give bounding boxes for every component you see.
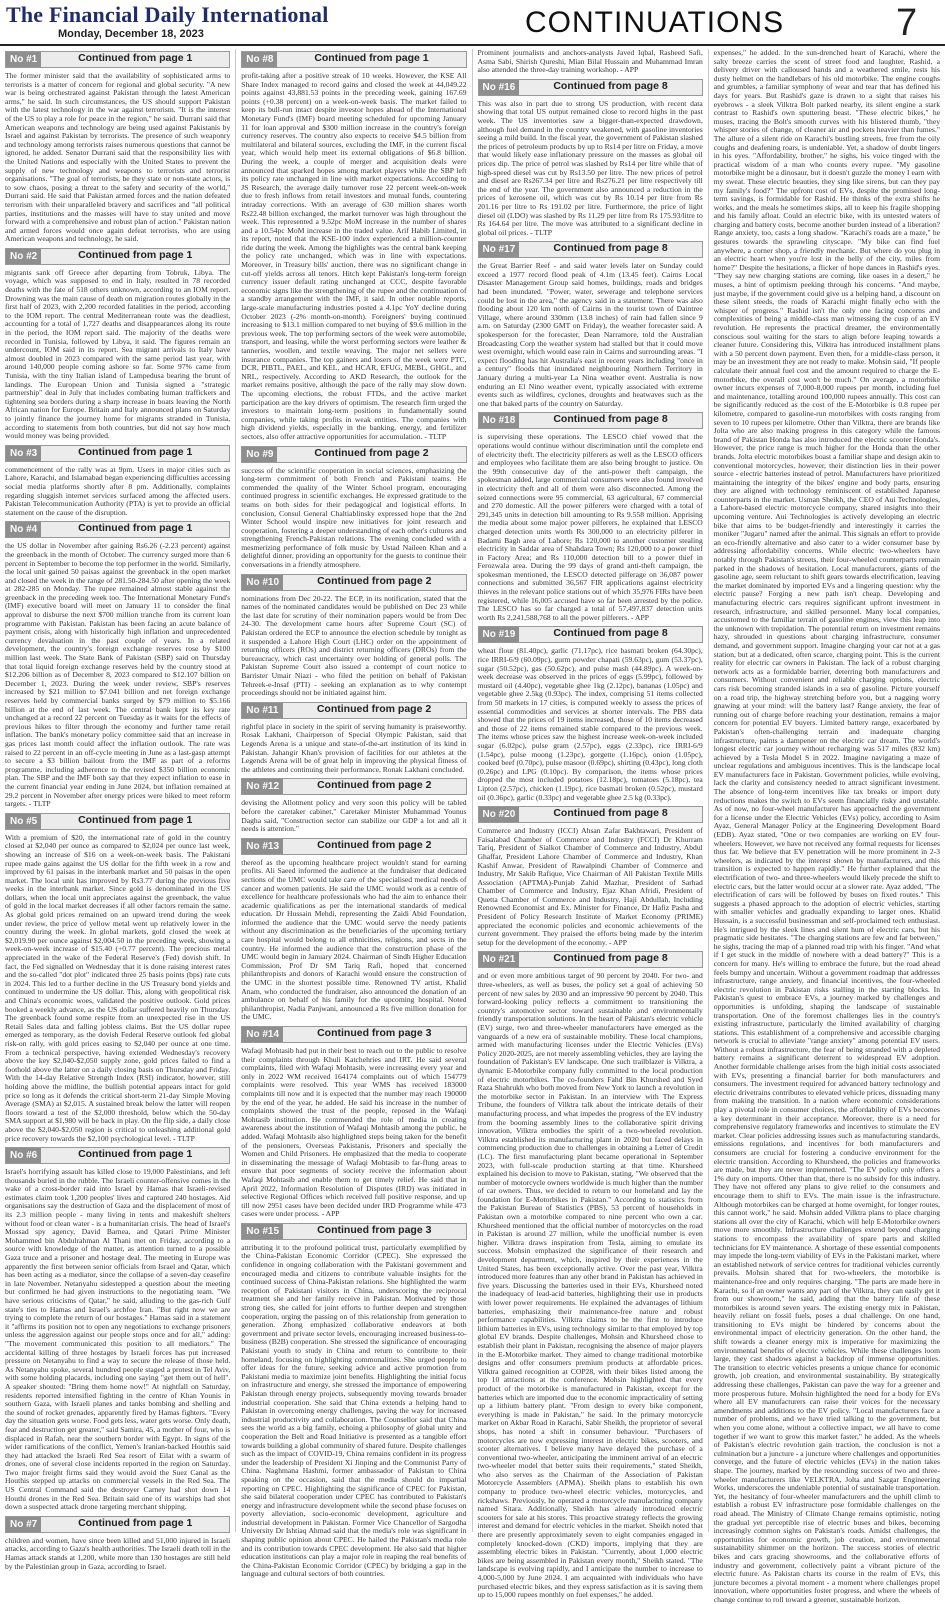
article-header (478, 806, 703, 823)
article (478, 806, 703, 947)
article-continued-label: Continued from page 2 (283, 839, 465, 854)
masthead-rule (0, 44, 945, 46)
article-intro-text: Prominent journalists and anchors-analysts Javed Iqbal, Rasheed Safi, Asma Sabi, Shirish Qureshi, Mian Bilal Hussain and Muhammad Imran also attended the three-day training workshop. - APP (477, 48, 703, 75)
article-body: the Great Barrier Reef - and said water levels later on Sunday could exceed a 1977 record flood peak of 4.1m (13.45 feet). Cairns Local Disaster Management Group said homes, buildings, roads and bridges had been inundated. "Power, water, sewerage and telephone services could be lost in the area," the agency said in a statement. There was also flooding about 120 km north of Cairns in the tourist town of Daintree Village, where around 330mm (13.8 inches) of rain had fallen since 9 a.m. on Saturday (2300 GMT on Friday), the weather forecaster said. A spokesperson for the forecaster, Dean Narramore, told the Australian Broadcasting Corp the weather system had stalled but that it could move west overnight, which would ease rain in Cairns and surrounding areas. "I expect flooding has hit Australia's east in recent years including "once in a century" floods that inundated neighbouring Northern Territory in January during a multi-year La Nina weather event. Australia is now enduring an El Nino weather event, typically associated with extreme events such as wildfires, cyclones, droughts and heatwaves such as the one that baked parts of the country on Saturday. (477, 261, 703, 408)
article-number: No #14 (242, 1027, 283, 1042)
article-body: nominations from Dec 20-22. The ECP, in its notification, stated that the names of the nominated candidates would be published on Dec 23 while the last date for scrutiny of their nomination papers would be from Dec 24-30. The development came hours after Supreme Court (SC) of Pakistan ordered the ECP to announce the election schedule by tonight as it suspended a Lahore High Court (LHC) order on the appointment of returning officers (ROs) and district returning officers (DROs) from the bureaucracy, which cast uncertainty over holding of general polls. The Pakistan Supreme Court also issued a contempt of court notice to Barrister Umair Niazi - who filed the petition on behalf of Pakistan Tehreek-e-Insaf (PTI) - seeking an explanation as to why contempt proceedings should not be initiated against him. (241, 593, 467, 698)
article-number: No #10 (242, 575, 283, 590)
article-body: expenses," he added. In the sun-drenched heart of Karachi, where the salty breeze carries the scent of street food and laughter, Rashid, a delivery driver with calloused hands and a weathered smile, rests his dusty helmet on the handlebars of his old motorbike. The engine coughs and grumbles, a familiar symphony of wear and tear that has defined his days for years. But Rashid's gaze is drawn to a sight that raises his eyebrows - a sleek Vilktra Bolt parked nearby, its silent engine a stark contrast to Rashid's own sputtering beast. "These electric bikes," he muses, tracing the Bolt's smooth curves with his blistered thumb, "they whisper stories of change, of cleaner air and pockets heavier than fumes." The allure of a silent ride on Karachi's bustling streets, free from the oily coughs and deafening roars, is undeniable. Yet, a shadow of doubt lingers in his eyes. "Affordability, brother," he sighs, his voice tinged with the practical wisdom of a man who counts every rupee. "My gasoline motorbike might be a dinosaur, but it doesn't guzzle the money I earn with my sweat. These electric beauties, they sing like sirens, but can they pay my family's food?" The upfront cost of EVs, despite the promised long-term savings, is formidable for Rashid. He thinks of the extra shifts he works, and the meals he sometimes skips, all to keep his fragile shopping and his family afloat. Could an electric bike, with its untested waters of charging and battery costs, become another burden instead of a liberation? Range anxiety, too, casts a long shadow. "Karachi's roads are a maze," he gestures towards the sprawling cityscape. "My bike can find fuel anywhere, a corner shop, a friendly mechanic. But where do you plug in an electric heart when you're lost in the belly of the city, miles from home?" Despite the hesitations, a flicker of hope dances in Rashid's eyes. "They say new charging stations are coming, like oases in a desert," he muses, a hint of optimism peeking through his concerns. "And maybe, just maybe, if the government could give us a helping hand, a discount on these silent steeds, the roads of Karachi might finally echo with the whisper of progress." Rashid isn't the only one facing concerns and complexities of being a middle-class man witnessing the cusp of an EV revolution. He represents the practical dreamer, the environmentally conscious soul waiting for the stars to align before leaping towards a cleaner future. Considering this, Vilktra has introduced installment plans with a 50 percent down payment. Even then, for a middle-class person, it may be an investment they are not ready to make. Mohsin said, "If people calculate their annual fuel cost and the amount required to charge the E-motorbike, the overall cost won't be much." On average, a motorbike owner incurs expenses of 7,000-8,000 rupees per month, including fuel and maintenance, totalling around 100,000 rupees annually. This cost can be significantly reduced as the cost of the E-Motorbike is 0.8 rupee per kilometre, compared to gasoline-run motorbikes with costs ranging from seven to 10 rupees per kilometre. Other than Vilktra, there are brands like Jolta who are also making progress in this category while the famous brand of Pakistan Honda has also introduced the electric scooter Honda's. However, the price range is much higher for the Honda than the other brands. Jolta electric motorbikes boast a familiar shape and design akin to conventional motorcycles, however, their distinction lies in their power source - electric batteries instead of petrol. Manufacturers have prioritized maintaining the integrity of the bikes' engine and body parts, ensuring they are aligned with technology reminiscent of established Japanese counterparts in the market. Usman Sheikh, the CEO of Aui Technologies, a Lahore-based electric motorcycle company, shared insights into their upcoming venture. Aui Technologies is actively developing an electric bike that aims to be budget-friendly and interestingly it carries the moniker "Jugaru" named after the animal. This signals an effort to provide an eco-friendly alternative and also cater to a wider consumer base by addressing affordability concerns. While electric two-wheelers have notably through Pakistan's streets, their four-wheeled counterparts remain parked in the shadows of hesitation. Local manufacturers, giants of the gasoline age, seem reluctant to shift gears towards electrification, leaving the market dominated by imported EVs and a lingering question: why the electric pause? Forging a new path isn't cheap. Developing and manufacturing electric cars requires significant upfront investment in research, infrastructure, and skilled personnel. Many local companies, accustomed to the familiar terrain of gasoline engines, view this leap into the unknown with trepidation. The potential return on investment remains hazy, shrouded in questions about charging infrastructure, consumer demand, and government support. Imagine charging your car not at a gas station, but at a dedicated, often scarce, charging point. This is the current reality for electric car owners in Pakistan. The lack of a robust charging network acts as a formidable barrier, deterring both manufacturers and consumers. Without convenient and reliable charging options, electric cars risk becoming stranded islands in a sea of gasoline. Picture yourself on a road trip, the highway stretching before you, but a nagging worry gnawing at your mind: will the battery last? Range anxiety, the fear of running out of charge before reaching your destination, remains a major concern for potential EV buyers. Limited battery range, exacerbated by Pakistan's often-challenging terrain and inadequate charging infrastructure, paints a dampener on the electric car dream. The world's longest electric car journey without recharging was 517 miles (832 km) achieved by a Tesla Model S in 2022. Imagine navigating a maze of unclear regulations and ambiguous incentives. This is the landscape local EV manufacturers face in Pakistan. Government policies, while evolving, lack the clarity and consistency needed to attract significant investment. The absence of long-term incentives like tax breaks or import duty reductions makes the switch to EVs seem financially risky and unstable. As of now, no four-wheel manufacturer has approached the government for a license under the Electric Vehicles (EVs) policy, according to Asim Ayaz, General Manager Policy at the Engineering Development Board (EDB). Ayaz stated, "One or two companies are working on EV four-wheelers. However, we have not received any formal requests for licenses thus far. We believe that EV penetration will be more prominent in 2-3 wheelers, as indicated by the interest shown by manufacturers, and this transition is expected to happen rapidly." He further explained that the electrification of two- and three-wheelers would likely precede the shift to electric cars, but the latter would occur at a slower rate. Ayaz added, "The electrification of cars will be followed by buses on fixed routes." This suggests a phased approach to the adoption of electric vehicles, starting with smaller vehicles and gradually expanding to larger ones. Khalid Hussain, is a successful businessman and self-proclaimed tech enthusiast. He's intrigued by the sleek lines and silent hum of electric cars, but his pragmatic side hesitates. "The charging stations are few and far between," he sighs, tracing the map of a planned road trip with his finger. "And what if I get stuck in the middle of nowhere with a dead battery?" This is a concern for many. He's willing to embrace the future, but the road ahead feels bumpy and uncertain. Without a government roadmap that addresses infrastructure, range anxiety, and financial incentives, the four-wheeled electric revolution in Pakistan risks stalling in the starting blocks. In Pakistan's quest to embrace EVs, a journey marked by challenges and opportunities is unfolding, shaping the landscape of sustainable transportation. One of the foremost challenges lies in the country's existing infrastructure, particularly the limited availability of charging stations. This establishment of a comprehensive and accessible charging network is crucial to alleviate "range anxiety" among potential EV users. Without a robust infrastructure, the fear of being stranded with a depleted battery remains a significant deterrent to widespread EV adoption. Another formidable challenge arises from the high initial costs associated with EVs, presenting a financial barrier for both manufacturers and consumers. The investment required for advanced battery technology and electric drivetrains contributes to elevated vehicle prices, dissuading many from making the transition. In a nation where economic considerations play a pivotal role in consumer choices, the affordability of EVs becomes a key determinant in their acceptance. Moreover, there is a need for comprehensive regulatory frameworks and incentives to stimulate the EV market. Clear policies addressing issues such as manufacturing standards, emissions regulations, and incentives for both manufacturers and consumers are crucial for fostering a conducive environment for the electric transition. According to Khursheed, the policies and frameworks are made, but they are never implemented. "The EV policy only offers a 1% duty on imports. Other than that, there is no subsidy for this industry. They have not offered any plans to give relief to the consumers and encourage them to shift to EVs. The main issue is the infrastructure. Although motorbikes can be charged at home overnight, for longer routes, this cannot work," he said. Mohsin added Vilktra plans to place charging stations all over the city of Karachi, which will help E-Motorbike owners move more smoothly. Infrastructure challenges extend beyond charging stations to encompass the availability of spare parts and skilled technicians for EV maintenance. A shortage of these essential components may impede the long-term viability of EVs in the Pakistani market, where an established network of service centres for traditional vehicles currently prevails. Mohsin shared that for two-wheelers, the motorbike is maintenance-free and only requires charging. "The parts are made here in Karachi, so if an owner wants any part of the Vilktra, they can easily get it from our showroom," he said, adding that the battery life of these motorbikes is around seven years. The existing energy mix in Pakistan, heavily reliant on fossil fuels, poses a dual challenge. On one hand, transitioning to EVs might be hindered by concerns about the environmental impact of electricity generation. On the other hand, the shift towards a cleaner energy mix is imperative for maximizing the environmental benefits of electric vehicles. While these challenges loom large, they cast shadows against a backdrop of immense opportunities. The transition to electric vehicles presents a unique chance for economic growth, job creation, and environmental sustainability. By strategically addressing these challenges, Pakistan can pave the way for a greener and more prosperous future. Mohsin highlighted the need for a body for EVs where all EV manufacturers can raise their voices for the necessary amendments and additions to the EV policy. "Local manufacturers face a number of problems, and we have tried talking to the government, but when you come alone, without a collective impact, we all have to come together if we want to grow this market faster," he added. As the wheels of Pakistan's electric revolution gain traction, the conclusion is not a culmination but a juncture - a juncture where challenges and opportunities converge, and the future of electric vehicles (EVs) in the nation takes shape. The journey, marked by the resounding success of two and three-wheeler manufacturers like VELKTRA, Jolta and Sazgar Engineering Works, underscores the undeniable potential of sustainable transportation. Yet, the hesitancy of four-wheeler manufacturers and the uphill climb to establish a robust EV infrastructure pose formidable challenges on the road ahead. The Ministry of Climate Change remains optimistic, noting the gradual yet perceptible rise of electric buses and bikes, becoming increasingly common sights on Pakistan's roads. Amidst challenges, the opportunities for economic growth, job creation, and environmental sustainability shimmer on the horizon. The success stories of electric bikes and cars gracing showrooms, and the collaborative efforts of industry and government, collectively paint a vibrant picture of the electric future. As Pakistan charts its course in the realm of EVs, this juncture becomes a pivotal moment - a moment where challenges propel innovation, where opportunities foster progress, and where the wheels of change continue to roll toward a greener, sustainable horizon. (713, 48, 941, 1604)
article-number: No #21 (479, 952, 520, 967)
article-continued-label: Continued from page 2 (283, 575, 465, 590)
article (478, 241, 703, 408)
article-body: Wafaqi Mohtasib had put in their best to reach out to the public to resolve their complaints through Khuli Katchehries and IRT. He said several complaints, filed with Wafaqi Mohtasib, were increasing every year and only in 2022 WM received 164174 complaints out of which 154779 complaints were resolved. This year WMS has received 183000 complaints till now and it is expected that the number may reach 190000 by the end of the year, he added. He said his increase in the number of complaints showed the trust of the people, reposed in the Wafaqi Mohtasib institution. He commended the role of media in creating awareness about the institution of Wafaqi Mohtasib among the public, he added. Wafaqi Mohtasib also highlighted steps being taken for the benefit of the pensioners, Overseas Pakistanis, Prisoners and specially the Women and Child Prisoners. He emphasized that the media to cooperate in disseminating the message of Wafaqi Mohtasib to far-flung areas to ensure that poor segments of society receive the information about Wafaqi Mohtasib and enable them to get timely relief. He said that in April 2022, Information Resolution of Disputes (IRD) was initiated in selective Regional Offices which received full positive response, and up till now 2951 cases have been decided under IRD Programme while 473 cases were under process. - APP (241, 1046, 467, 1219)
article-continued-label: Continued from page 8 (519, 413, 701, 428)
article-continued-label: Continued from page 1 (41, 1148, 229, 1163)
article-number: No #7 (6, 1517, 41, 1532)
article (241, 778, 466, 833)
article-header (5, 1516, 230, 1533)
article (478, 412, 703, 622)
article-header (478, 951, 703, 968)
article-number: No #3 (6, 446, 41, 461)
article-header (241, 838, 466, 855)
article-number: No #17 (479, 242, 520, 257)
section-title: CONTINUATIONS (525, 6, 785, 39)
article-body: This was also in part due to strong US production, with recent data showing that total US output remained close to record highs in the past week. The US inventories saw a bigger-than-expected drawdown, although fuel demand in the country weakened, with gasoline inventories seeing a mild build. In the fiscal year, the government of Pakistan slashed the prices of petroleum products by up to Rs14 per litre on Friday, a move that would likely ease inflationary pressure on the masses as global oil prices dip. The price of petrol was slashed by Rs14 per litre while that of high-speed diesel was cut by Rs13.50 per litre. The new prices of petrol and diesel are Rs267.34 per litre and Rs276.21 per litre respectively till the end of the year. The government also announced a reduction in the prices of kerosene oil, which was cut by Rs 10.14 per litre from Rs 201.16 per litre to Rs 191.02 per litre. Furthermore, the price of light diesel oil (LDO) was slashed by Rs 11.29 per litre from Rs 175.93/litre to Rs 164.64 per litre. The move was attributed to a significant decline in global oil prices. - TLTP (477, 98, 703, 237)
article-number: No #6 (6, 1148, 41, 1163)
article-number: No #12 (242, 779, 283, 794)
article-body: attributing it to the profound political trust, particularly exemplified by the China-Pakistan Economic Corridor (CPEC). She expressed the confidence in ongoing collaboration with the Pakistani government and encouraged media and citizens to contribute valuable insights for the continued success of China-Pakistan relations. She highlighted the warm reception of Pakistani visitors in China, underscoring the reciprocal treatment she and her family receive in Pakistan. Motivated by those strong ties, she called for joint efforts to further deepen and strengthen cooperation, urging the passing on of this relationship from generation to generation. Zhong emphasized collaborative endeavors at both government and private sector levels, encouraging increased business-to-business (B2B) cooperation. She stressed the significance of encouraging Pakistani youth to study in China and return to contribute to their homeland, focusing on highlighting commonalities. She urged people to offer ideas for the future, seeking advice and active promotion from Pakistani media to maximize joint benefits. Highlighting the initial focus on infrastructure and energy, she stressed the importance of empowering Pakistan through energy projects, subsequently moving towards broader industrial cooperation. She said that China extends a helping hand to Pakistan in overcoming energy challenges, paving the way for increased industrial productivity and collaboration. The Counsellor said that China sees the world as a big family, echoing a philosophy of global unity and cooperation the Belt and Road Initiative is presented as a tangible effort towards building a global community of shared future. Despite challenges such as the impact of COVID-19, China remains confident in its progress under the leadership of President Xi Jinping and the Communist Party of China. Naghmana Hashmi, former ambassador of Pakistan to China speaking on the occasion, said that the media should do impartial reporting on CPEC. Highlighting the significance of CPEC for Pakistan, she said bilateral cooperation under CPEC has contributed to Pakistan's energy and infrastructure development while the second phase focuses on poverty alleviation, socio-economic development, agriculture and industrial development in Pakistan. Former Vice Chancellor of Sargodha University Dr Ishtiaq Ahmad said that the media's role was significant in shaping public opinion about CPEC. He hailed the Pakistan's media role and its contribution towards CPEC development. He also said that higher education institutions can play a major role in reaping the real benefits of the China-Pakistan Economic Corridor (CPEC) by bridging a gap in the language and cultural sectors of both countries. (241, 1242, 467, 1579)
masthead (0, 0, 945, 46)
column-3 (473, 48, 709, 1600)
article-body: wheat flour (81.40pc), garlic (71.17pc), rice basmati broken (64.30pc), rice IRRI-6/9 (60.09pc), gurm powder chapati (59.63pc), gum (53.37pc), sugar (50.52pc), gas (50.62pc), and pulse mash (44.89pc). A week-on-week decrease was observed in the prices of eggs (5.99pc), followed by mustard oil (4.40pc), vegetable ghee 1kg (2.12pc), bananas (1.05pc) and vegetable ghee 2.5kg (0.93pc). The index, comprising 51 items collected from 50 markets in 17 cities, is computed weekly to assess the prices of essential commodities and services at shorter intervals. The PBS data showed that the prices of 19 items increased, those of 10 items decreased and those of 22 items remained stable compared to the previous week. The items whose prices saw the highest increase week-on-week included sugar (6.02pc), pulse gram (2.57pc), eggs (2.33pc), rice IRRI-6/9 (1.54pc), pulse moong (1.23pc), gorgette (1.16pc), onion (1.05pc), cooked beef (0.70pc), pulse masoor (0.69pc), shirting (0.43pc), long cloth (0.26pc) and LPG (0.10pc). By comparison, the items whose prices dropped the most included potatoes (12.18pc), tomatoes (5.18pc), tea Lipton (2.57pc), chicken (1.19pc), rice basmati broken (0.52pc), mustard oil (0.36pc), garlic (0.33pc) and vegetable ghee 2.5 kg (0.33pc). (477, 646, 703, 802)
article-number: No #9 (242, 447, 277, 462)
article-number: No #19 (479, 627, 520, 642)
article-continued-label: Continued from page 3 (283, 1224, 465, 1239)
article-continued-label: Continued from page 1 (41, 249, 229, 264)
article-header (478, 626, 703, 643)
article-header (5, 445, 230, 462)
article-body: commencement of the rally was at 9pm. Users in major cities such as Lahore, Karachi, and Islamabad began experiencing difficulties accessing social media platforms shortly after 8 pm. Additionally, complaints regarding sluggish internet services surfaced among the affected users. Pakistan Telecommunication Authority (PTA) is yet to provide an official statement on the cause of the disruption. (5, 464, 231, 517)
article-body: thereof as the upcoming healthcare project wouldn't stand for earning profits. Ali Saeed informed the audience at the fundraiser that dedicated sections of the UMC would take care of the specialised medical needs of cancer and women patients. He said the UMC would work as a centre of excellence for healthcare professionals who had the aim to enhance their academic qualifications as per the international standards of medical education. Dr Hussain Mehdi, representing the Zaidi Abid Foundation, informed the audience that the UMC would serve the needy patients without any discrimination as the beneficiaries of the upcoming tertiary care hospital would belong to all ethnicities, religions, and sects in the country. He informed the audience that the construction phase of the UMC would begin in January 2024. Chairman of Sindh Higher Education Commission, Prof Dr SM Tariq Rafi, hoped that concerned philanthropists and donors of Karachi would ensure the construction of the UMC in the shortest possible time. Renowned TV artist, Khalid Anam, who conducted the fundraiser, also announced the donation of an ambulance on behalf of his family for the upcoming hospital. Noted philanthropist, Nadia Panjwani, announced a Rs five million donation for the UMC. (241, 857, 467, 1022)
article-continued-label: Continued from page 1 (41, 814, 229, 829)
article-body: success of the scientific cooperation in social sciences, emphasizing the long-term commitment of both French and Pakistani teams. He commended the quality of the Winter School program, encouraging continued progress in scientific exchanges. He expressed gratitude to the teams on both sides for their pedagogical and logistical efforts. In conclusion, Consul General Chaltiablinsky expressed hope that the 2nd Winter School would inspire new initiatives for joint research and cooperation, fostering a deeper understanding of each other's cultures and strengthening French-Pakistan relations. The evening concluded with a mesmerizing performance of folk music by Ustad Naileen Khan and a delightful dinner, providing an opportunity for the guests to continue their conversations in a friendly atmosphere. (241, 465, 467, 570)
article (241, 1223, 466, 1579)
article (5, 1147, 230, 1512)
article-continued-label: Continued from page 2 (283, 703, 466, 718)
article-header (5, 1147, 230, 1164)
article-header (478, 79, 703, 96)
article-continued-label: Continued from page 1 (41, 52, 229, 67)
article (241, 51, 466, 442)
article-header (5, 813, 230, 830)
columns-container (0, 48, 945, 1604)
article-header (241, 1223, 466, 1240)
article-continued-label: Continued from page 8 (519, 807, 701, 822)
article-continued-label: Continued from page 1 (41, 1517, 229, 1532)
article (5, 248, 230, 441)
article (241, 446, 466, 570)
article (241, 574, 466, 698)
article-continued-label: Continued from page 1 (41, 446, 229, 461)
article (714, 49, 940, 1604)
article-body: Israel's horrifying assault has killed close to 19,000 Palestinians, and left thousands buried in the rubble. The Israeli counter-offensive comes in the wake of a cross-border raid into Israel by Hamas that Israeli-revised estimates claim took 1,200 peoples' lives and captured 240 hostages. Aid organisations say the destruction of Gaza and the displacement of most of its 2.3 million people - many living in tents and makeshift shelters without food or clean water - is a humanitarian crisis. The head of Israel's Mossad spy agency, David Barnea, and Qatari Prime Minister Mohammed bin Abdulrahman Al Thani met on Friday, according to a source with knowledge of the matter, as attention turned to a possible Gaza truce and a prisoner and hostage deal. The meeting in Europe was apparently the first between senior officials from Israel and Qatar, which has been acting as a mediator, since the collapse of a seven-day ceasefire in late November. Netanyahu sidestepped a question about the meeting but confirmed he had given instructions to the negotiating team. "We have serious criticisms of Qatar," he said, alluding to the gas-rich Gulf state's ties to Hamas and Israel's archfoe Iran. "But right now we are trying to complete the return of our hostages." Hamas said in a statement it "affirms its position not to open any negotiations to exchange prisoners unless the aggression against our people stops once and for all," adding: "The movement communicated this position to all mediators." The accidental killing of three hostages by Israeli forces has put increased pressure on Netanyahu to find a way to secure the release of those held. As Netanyahu spoke, several hundred people staged a protest in Tel Aviv, with some holding placards, including one saying "get them out of hell". A speaker shouted: "Bring them home now!" At nightfall on Saturday, residents reported intensified fighting in the centre of Khan Younis in southern Gaza, with Israeli planes and tanks bombing and shelling and the sound of rocket grenades, apparently fired by Hamas fighters. "Every day the situation gets worse. Food gets less, water gets worse. Only death, fear and destruction get greater," said Samira, 45, a mother of four, who is displaced in Rafah, near the southern border with Egypt. In signs of the wider ramifications of the conflict, Yemen's Iranian-backed Houthis said they had attacked the Israeli Red Sea resort of Eilat with a swarm of drones, one of several close incidents reported in the region on Saturday. Two major freight firms said they would avoid the Suez Canal as the Houthis stepped up attacks on commercial vessels in the Red Sea. The US Central Command said the destroyer Carney had shot down 14 Houthi drones in the Red Sea. Britain said one of its warships had shot down a suspected attack drone targeting merchant shipping. (5, 1167, 231, 1512)
article-header (241, 51, 466, 68)
article-body: rightful place in society in the spirit of serving humanity is praiseworthy. Rosak Lakhani, Chairperson of Special Olympic Pakistan, said that Legends Arena is a unique and state-of-the-art institution of its kind in Pakistan. Jahangir Khan's provision of facilities for our athletes at the Legends Arena will be of great help in improving the physical fitness of the athletes and continuing their performance, Ronak Lakhani concluded. (241, 721, 467, 774)
article-header (241, 702, 466, 719)
article-body: devising the Allotment policy and very soon this policy will be tabled before the caretaker cabinet," Caretaker Minister Muhammad Younus Dagha said, "Construction sector can stabilize our GDP a lot and all it needs is attention." (241, 798, 467, 834)
article (241, 1026, 466, 1219)
article-continued-label: Continued from page 2 (277, 447, 465, 462)
article (478, 951, 703, 1599)
article-continued-label: Continued from page 8 (519, 627, 701, 642)
article-header (5, 248, 230, 265)
article-body: With a premium of $20, the international rate of gold in the country closed at $2,040 per ounce as compared to $2,024 per ounce last week, showing an increase of $16 on a week-on-week basis. The Pakistani rupee made gains against the US dollar for the fifth week in a row and improved by 61 paisas in the interbank market and 50 paisas in the open market. The local unit has improved by Rs3.77 during the previous five weeks in the interbank market. Since gold is denominated in the US dollars, when the local unit appreciates against the greenback, the value of gold in the local market decreases if all other factors remain the same. As global gold prices remained on an upward trend during the week under review, the price of yellow metal went up relatively lower in the country during the week. In global markets, gold closed the week at $2,019.90 per ounce against $2,004.50 in the preceding week, showing a week-on-week increase of $15.40 (+0.77 percent). The precious metal appreciated in the wake of the Federal Reserve's (Fed) dovish shift. In fact, the Fed signalled on Wednesday that it is done raising interest rates and the so-called "dot plot" indicated three 25 basis points (bps) rate cuts in 2024. This led to a further decline in the US Treasury bond yields and continued to undermine the US dollar. This, along with geopolitical risk and China's economic woes, validated the positive outlook. Gold prices booked a weekly advance, as the US dollar suffered heavily on Thursday. The greenback found some respite from an unexpected rise in the US Retail Sales data and falling jobless claims. But the US dollar rupee emerged as temporary, as the dovish Federal Reserve outlook fed global risk-on rally, with gold prices easing to $2,040 per ounce at one time. From a technical perspective, having extended Wednesday's recovery above the key $2,040-$2,050 supply zone, gold prices failed to find a foothold above the latter on a daily closing basis on Thursday and Friday. With the 14-day Relative Strength Index (RSI) indicator, however, still holding above the midline, the bullish potential appears intact for gold price so long as it defends the critical short-term 21-day Simple Moving Average (SMA) at $2,015. A sustained break below the latter will reopen floors toward a test of the $2,000 threshold, below which the 50-day SMA support at $1,980 will be back in play. On the flip side, a daily close above the $2,040-$2,050 region is critical to unleashing additional gold price recovery towards the $2,100 psychological level. - TLTP (5, 832, 231, 1143)
article-body: Commerce and Industry (ICCI) Ahsan Zafar Bakhtawari, President of Faisalabad Chamber of Commerce and Industry (FCCI) Dr Khurram Tariq, President of Sialkot Chamber of Commerce and Industry, Abdul Ghaffar, President Lahore Chamber of Commerce and Industry, Khan Kashif Anwar, President of Rawalpindi Chamber of Commerce and Industry, Mr Sakib Rafique, Vice Chairman of All Pakistan Textile Mills Association (APTMA)-Punjab Zahid Mazhar, President of Sarhad Chamber of Commerce and Industry, Ejaz Khan Afridi, President of Quetta Chamber of Commerce and Industry, Haji Abdullah, Including Renowned Economist and Ex. Minister for Finance, Dr Hafiz Pasha and President of Policy Research Institute of Market Economy (PRIME) appreciated the economic policies and economic achievements of the current government. They praised the efforts being made by the interim setup for the development of the economy. - APP (477, 826, 703, 947)
article-body: The former minister said that the availability of sophisticated arms to terrorists is a matter of concern for regional and global security. "A new war is being orchestrated against Pakistan through the latest American arms," he said. In such circumstances, the US should support Pakistan with the latest technology in the war against terrorism. "It is the interest of the US to play a role for peace in the region," he said. Durrani said that American weapons and technology are being used against Pakistanis by Israel and against Pakistan by terrorists. The presence of such weaponry and technology among terrorists raises numerous questions that cannot be ignored, he added. Senator Durrani said that the responsibility lies with the United Nations and especially with the United States to prevent the supply of new technology and weapons to terrorists and terrorist organisations. "The goal of terrorists, be they state or non-state actors, is to sow chaos, posing a threat to the safety and security of the world," Durrani said. He said that Pakistan armed forces and the nation defeated terrorism with their unparalleled bravery and sacrifices and "all political parties, institutions and the masses will have to stay united and move forward with a comprehensive and robust plan of action." Pakistan nation and armed forces would once again defeat terrorists, who are using American weapons and technology, he said. (5, 71, 231, 244)
article (5, 813, 230, 1143)
article-number: No #13 (242, 839, 283, 854)
article-body: and or even more ambitious target of 90 percent by 2040. For two- and three-wheelers, as well as buses, the policy set a goal of achieving 50 percent of new sales by 2030 and an impressive 90 percent by 2040. This forward-looking policy reflects a commitment to transitioning the country's automotive sector toward sustainable and environmentally friendly transportation solutions. In the heart of Pakistan's electric vehicle (EV) surge, two and three-wheeler manufacturers have emerged as the vanguards of a new era of sustainable mobility. These local champions, armed with manufacturing licenses under the Electric Vehicles (EVs) Policy 2020-2025, are not merely assembling vehicles, they are laying the foundation of Pakistan's EV landscape. One such trailblazer is Vilktra, a dynamic E-Motorbike company fully committed to the local production of electric motorbikes. The co-founders Fahd Bin Khurshed and Syed Raza Shahrukh who both moved from New York to launch a revolution in the motorbike sector in Pakistan. In an interview with The Express Tribune, the founders of Vilktra talk about the intricate details of their manufacturing process, and what impedes the progress of the EV industry from the booming assembly lines to the collaborative spirit driving innovation, Vilktra embodies the spirit of a two-wheeled revolution. Vilktra established its manufacturing plant in 2020 but faced delays in commencing production due to challenges in obtaining a Letter of Credit (LC). The first manufacturing plant became operational in September 2023, with full-scale production starting at that time. Khursheed explained his decision to move to Pakistan, stating, "We observed that the number of motorcycle owners worldwide is much higher than the number of car owners. Thus, we decided to return to our homeland and lay the foundation for E-Motorbikes in Pakistan." According to statistics from the Pakistan Bureau of Statistics (PBS), 53 percent of households in Pakistan own a motorbike compared to nine percent who own a car. Khursheed mentioned that the official number of motorcycles on the road in Pakistan is around 27 million, while the unofficial number is even higher. Vilktra draws inspiration from Tesla, aiming to emulate its success. Mohsin emphasized the significance of their research and development department, which, inspired by their experiences in the United States, has been exceptionally active. Over the past year, Vilktra introduced more features than any other brand in Pakistan has achieved in five years. Discussing the batteries used in their EVs, Khursheed noted the inadequacy of lead-acid batteries, highlighting their use in products with lower power requirements. He explained the advantages of lithium batteries, emphasizing their maintenance-free nature and robust performance capabilities. Vilktra claims to be the first to introduce lithium batteries in EVs, using technology similar to that employed by top global EV brands. Despite challenges, Mohsin and Khursheed chose to establish their plant in Pakistan, recognising the absence of major players in the E-Motorbike market. They aimed to change traditional motorbike designs and offer consumers premium products at affordable prices. Vilktra gained recognition at COP28, with their bikes listed among the top 10 attractions at the conference. Mohsin highlighted that every product of the motorbike is manufactured in Pakistan, except for the batteries which are imported due to the economic impracticality of setting up a lithium battery plant. "From design to every bike component, everything is made in Pakistan," he said. In the primary motorcycle market on Akbar Road in Karachi, Sabir Sheikh, the proprietor of several shops, has noted a shift in consumer behaviour. "Purchasers of motorcycles are now expressing interest in electric bikes, scooters, and scooter alternatives. I believe many have delayed the purchase of a conventional two-wheeler, anticipating the imminent arrival of an electric two-wheeler model that better suits their requirements," stated Sheikh, who also serves as the Chairman of the Association of Pakistan Motorcycle Assemblers (APMA). Sheikh plans to establish his own company to produce two-wheel electric vehicles, motorcycles, and rickshaws. Previously, he operated a motorcycle manufacturing company named Sitara. Additionally, Sheikh has already introduced electric scooters for sale at his stores. This proactive strategy reflects the growing interest and demand for electric vehicles in the market. Sheikh noted that there are presently approximately seven to eight companies engaged in completely knocked-down (CKD) imports, implying that they are assembling electric bikes in Pakistan. "Currently, about 1,000 electric bikes are being assembled in Pakistan every month," Sheikh stated. "The landscape is evolving rapidly, and I anticipate the number to increase to 4,000-5,000 by June 2024. I am acquainted with individuals who have purchased electric bikes, and they express satisfaction as it is saving them up to 15,000 rupees monthly on fuel expenses," he added. (477, 971, 703, 1600)
article-header (478, 412, 703, 429)
article (478, 626, 703, 802)
article-number: No #5 (6, 814, 41, 829)
article-body: the US dollar in November after gaining Rs6.26 (-2.23 percent) against the greenback in the month of October. The currency surged more than 6 percent in September to become the top performer in the world. Similarly, the local unit gained 50 paisas against the greenback in the open market and closed the week in the range of 281.50-284.50 after opening the week at 282-285 on Monday. The rupee remained almost stable against the greenback in the preceding week too. The International Monetary Fund's (IMF) executive board will meet on January 11 to consider the final approval to disburse the next $700 million tranche from its current loan programme with Pakistan. Pakistan has been facing an acute balance of payment crisis, along with historically high inflation and unprecedented currency devaluation in the past couple of years. In a related development, the country's foreign exchange reserves rose by $100 million last week. The State Bank of Pakistan (SBP) said on Thursday that total liquid foreign exchange reserves held by the country stood at $12.206 billion as of December 8, 2023 compared to $12.107 billion on December 1, 2023. During the week under review, SBP's reserves increased by $21 million to $7.041 billion and net foreign exchange reserves held by commercial banks surged by $79 million to $5.166 billion at the end of last week. The central bank kept its key rate unchanged at a record 22 percent on Tuesday as it waits for the effects of previous hikes to filter through the economy and further tame retail inflation. The bank's monetary policy committee said that an increase in gas prices last month could affect the inflation outlook. The rate was raised to 22 percent in an off-cycle meeting in June as a last-gasp attempt to secure a $3 billion bailout from the IMF as part of a reforms programme, including adherence to the revised $350 billion economic plan. The SBP and the IMF both say that they expect inflation to ease in the current financial year ending in June 2024, but inflation remained at 29.2 percent in November after energy prices were hiked to meet reform targets. - TLTP (5, 541, 231, 809)
article-header (5, 51, 230, 68)
page-number: 7 (896, 2, 918, 44)
article-header (5, 521, 230, 538)
article-body: children and women, have since been killed and 51,000 injured in Israeli attacks, according to Gaza's health authorities. The Israeli death toll in the Hamas attack stands at 1,200, while more than 130 hostages are still held by the Palestinian group in Gaza, according to Israel. (5, 1535, 231, 1571)
article (5, 51, 230, 244)
article-header (241, 778, 466, 795)
article-number: No #16 (479, 80, 520, 95)
article-header (478, 241, 703, 258)
article (5, 1516, 230, 1571)
article (241, 838, 466, 1022)
article-continued-label: Continued from page 8 (519, 80, 701, 95)
issue-date: Monday, December 18, 2023 (58, 28, 204, 40)
article-header (241, 446, 466, 463)
article (241, 702, 466, 775)
article (5, 445, 230, 518)
article-number: No #20 (479, 807, 520, 822)
article-number: No #2 (6, 249, 41, 264)
article-header (241, 1026, 466, 1043)
article-number: No #4 (6, 522, 41, 537)
article-number: No #15 (242, 1224, 283, 1239)
article-continued-label: Continued from page 8 (519, 952, 701, 967)
newspaper-name: The Financial Daily International (6, 2, 329, 27)
article-number: No #8 (242, 52, 277, 67)
column-1 (0, 49, 236, 1571)
article-number: No #11 (242, 703, 282, 718)
article-continued-label: Continued from page 3 (283, 1027, 465, 1042)
article-continued-label: Continued from page 8 (519, 242, 701, 257)
column-2 (236, 49, 472, 1579)
article-continued-label: Continued from page 2 (283, 779, 465, 794)
article-continued-label: Continued from page 1 (277, 52, 465, 67)
article (5, 521, 230, 808)
article-body: is supervising these operations. The LESCO chief vowed that the operations would continue without discrimination until the complete end of electricity theft. The electricity pilferers as well as the LESCO officers and employees who facilitate them are also being brought to justice. On the 99th consecutive day of the anti-power theft campaign, the spokesman added, large commercial consumers were also found involved in electricity theft and all of them were also disconnected. Among the seized connections were 95 commercial, 63 agricultural, 67 commercial and 270 domestic. All the power pilferers were charged with a total of 291,345 units in detection bill amounting to Rs 9.558 million. Apprising the media about some major power pilferers, he explained that LESCO charged detection units worth Rs 300,000 to an electricity pilferer in Badami Bagh area of Lahore; Rs 120,000 to another customer stealing electricity in Saddar area of Shahdara Town; Rs 120,000 to a power thief in Factory Area; and Rs 110,000 detection bill to a power thief in Ferozwala area. During the 99 days of grand anti-theft campaign, the spokesman mentioned, the LESCO detected pilferage on 36,087 power connections and submitted 36,567 FIR applications against electricity thieves in the relevant police stations out of which 35,976 FIRs have been registered, while 16,005 accused have so far been arrested by the police. The LESCO has so far charged a total of 57,497,837 detection units worth Rs 2,241,588,768 to all the power pilferers. - APP (477, 432, 703, 622)
article (478, 79, 703, 238)
article-continued-label: Continued from page 1 (41, 522, 229, 537)
article-body: profit-taking after a positive streak of 10 weeks. However, the KSE All Share Index managed to record gains and closed the week at 44,049.22 points against 43,881.53 points in the preceding week, gaining 167.69 points (+0.38 percent) on a week-on-week basis. The market failed to keep its bull-run intact despite investor hopes ahead of the International Monetary Fund's (IMF) board meeting scheduled for upcoming January 11 for loan approval and $300 million increase in the country's foreign currency reserves. The country also expects to receive $4.5 billion from multilateral and bilateral sources, excluding the IMF, in the current fiscal year, which would help meet its external obligations of $6.8 billion. During the week, a couple of merger and acquisition deals were announced that sparked hopes among market players while the SBP left its policy rate unchanged in line with market expectations. According to JS Research, the average daily turnover rose 22 percent week-on-week due to fresh inflows from retail investors and mutual funds, countering intraday corrections. With an average of 630 million shares worth Rs22.48 billion exchanged, the market turnover was high throughout the week. This represented a 9.52pc MoM increase in the number of shares and a 10.54pc MoM increase in the traded value. Arif Habib Limited, in its report, noted that the KSE-100 index experienced a million-counter ride during the week. Among the highlights was the central bank keeping the policy rate unchanged, which was in line with expectations. Moreover, in Treasury bills' auction, there was no significant change in cut-off yields across all tenors. Hitch kept Pakistan's long-term foreign currency issuer default rating unchanged at CCC, despite favorable economic signs like the strengthening of the rupee and the continuation of a standby arrangement with the IMF, it said. In other notable reports, large-scale manufacturing industries posted a 4.1pc YoY decline during October 2023 (-2% month-on-month). Foreigners' buying continued increasing to $13.1 million compared to net buying of $9.6 million in the previous week. The top performing sectors of the week were automobile, transport, and leasing, while the worst performing sectors were leather & tanneries, woollen, and textile weaving. The major net sellers were insurance companies. The top gainers and losers of the week were PTC, DCR, PIBTL, PAEL, and KEL, and HCAR, EFUG, MEBL, GHGL, and NRL, respectively. According to AKD Research, the outlook for the market remains positive, although the pace of the rally may slow down. The upcoming elections, the robust FTDs, and the active market participation are the key drivers of optimism. The research firm urged the investors to maintain long-term positions in fundamentally sound companies, while taking profits in weak entities. The companies with high dividend yields, especially in the banking, energy, and fertilizer sectors, also offer attractive opportunities for accumulation. - TLTP (241, 71, 467, 441)
column-4 (709, 48, 945, 1604)
article-number: No #18 (479, 413, 520, 428)
article-header (241, 574, 466, 591)
article-body: migrants sank off Greece after departing from Tobruk, Libya. The voyage, which was supposed to end in Italy, resulted in 78 recorded deaths with the fate of 518 others unknown, according to an IOM report. Drowning was the main cause of death on migration routes globally in the first half of 2023, with 2,200 recorded fatalities in the period, according to the IOM report. The central Mediterranean route was the deadliest, accounting for a total of 1,727 deaths and disappearances along its route in the period, the IOM report said. The majority of the deaths were recorded in Tunisia, followed by Libya, it said. The figures remain an undercount, IOM said in its report. Sea migrant arrivals to Italy have almost doubled in 2023 compared with the same period last year, with around 140,000 people coming ashore so far. Some 97% came from Tunisia, with the tiny Italian island of Lampedusa bearing the brunt of landings. The European Union and Tunisia signed a "strategic partnership" deal in July that includes combating human traffickers and tightening sea borders during a sharp increase in boats leaving the North African nation for Europe. Britain and Italy announced plans on Saturday to jointly finance the journey home for migrants stranded in Tunisia, according to statements from both countries, but did not say how much would money was being provided. (5, 267, 231, 441)
article-number: No #1 (6, 52, 41, 67)
